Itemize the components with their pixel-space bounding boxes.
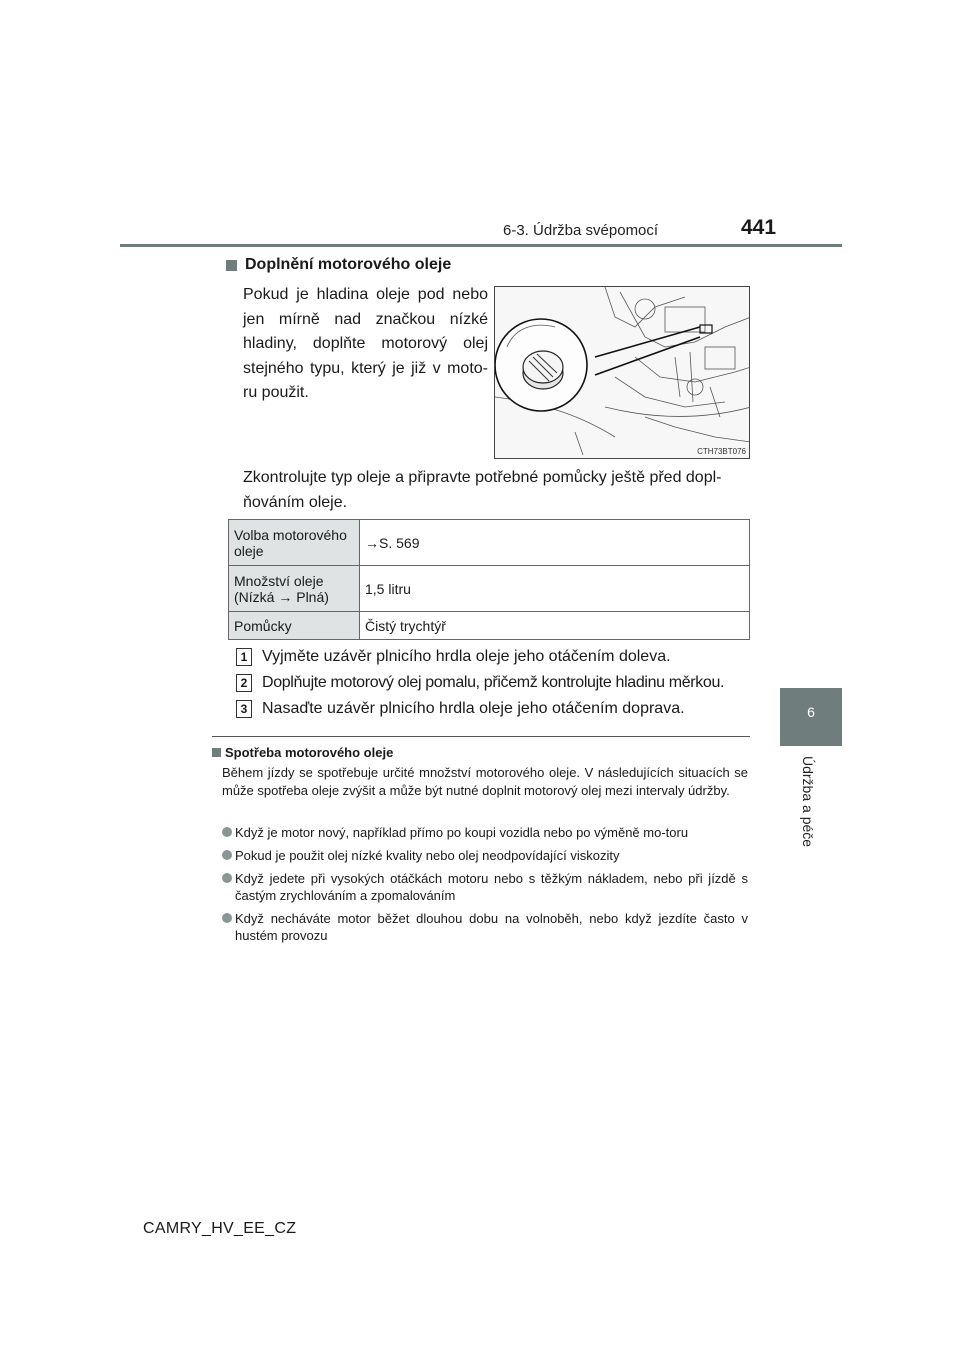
note-heading xyxy=(212,745,393,760)
table-row xyxy=(229,612,750,640)
note-bullet-list xyxy=(222,824,748,950)
table-key-cell: Volba motorového oleje xyxy=(229,520,360,566)
step-number-badge: 3 xyxy=(236,700,252,718)
circle-bullet-icon xyxy=(222,827,232,837)
oil-spec-table xyxy=(228,519,750,640)
step-text: Doplňujte motorový olej pomalu, přičemž kontrolujte hladinu měrkou. xyxy=(262,674,725,691)
step-number-badge: 2 xyxy=(236,674,252,692)
figure-code: CTH73BT076 xyxy=(697,447,746,456)
header-section-title: 6-3. Údržba svépomocí xyxy=(503,222,659,239)
page-number: 441 xyxy=(741,216,777,239)
engine-oil-cap-illustration xyxy=(494,286,750,459)
engine-bay-drawing xyxy=(495,287,750,459)
note-divider xyxy=(212,736,750,737)
document-code: CAMRY_HV_EE_CZ xyxy=(143,1220,297,1237)
step-text: Nasaďte uzávěr plnicího hrdla oleje jeho otáčením doprava. xyxy=(262,700,685,717)
chapter-number: 6 xyxy=(807,704,815,720)
header-divider xyxy=(120,244,842,247)
list-item: Když necháváte motor běžet dlouhou dobu na volnoběh, nebo když jezdíte často v hustém provozu xyxy=(222,910,748,944)
table-key-cell: Pomůcky xyxy=(229,612,360,640)
intro-paragraph: Pokud je hladina oleje pod nebo jen mírně nad značkou nízké hladiny, doplňte motorový olej stejného typu, který je již v moto-ru použit. xyxy=(243,286,488,401)
step-text: Vyjměte uzávěr plnicího hrdla oleje jeho otáčením doleva. xyxy=(262,648,671,665)
table-row xyxy=(229,520,750,566)
table-value-cell: Čistý trychtýř xyxy=(360,612,750,640)
section-heading-text: Doplnění motorového oleje xyxy=(245,256,452,273)
circle-bullet-icon xyxy=(222,850,232,860)
note-heading-text: Spotřeba motorového oleje xyxy=(225,745,394,760)
step-1 xyxy=(236,648,671,666)
chapter-tab xyxy=(780,688,842,746)
circle-bullet-icon xyxy=(222,873,232,883)
circle-bullet-icon xyxy=(222,913,232,923)
chapter-label: Údržba a péče xyxy=(800,756,816,848)
step-2 xyxy=(236,674,724,692)
section-heading xyxy=(226,256,451,274)
square-bullet-icon xyxy=(226,260,237,271)
step-number-badge: 1 xyxy=(236,648,252,666)
table-row xyxy=(229,566,750,612)
list-item: Pokud je použit olej nízké kvality nebo olej neodpovídající viskozity xyxy=(222,847,748,864)
square-bullet-icon xyxy=(212,748,221,757)
table-key-cell: Množství oleje (Nízká → Plná) xyxy=(229,566,360,612)
table-value-cell: →S. 569 xyxy=(360,520,750,566)
check-paragraph: Zkontrolujte typ oleje a připravte potřebné pomůcky ještě před dopl-ňováním oleje. xyxy=(243,469,722,511)
table-value-cell: 1,5 litru xyxy=(360,566,750,612)
list-item: Když je motor nový, například přímo po koupi vozidla nebo po výměně mo-toru xyxy=(222,824,748,841)
step-3 xyxy=(236,700,685,718)
note-paragraph: Během jízdy se spotřebuje určité množství motorového oleje. V následujících situacích se může spotřeba oleje zvýšit a může být nutné doplnit motorový olej mezi intervaly údržby. xyxy=(222,765,748,798)
list-item: Když jedete při vysokých otáčkách motoru nebo s těžkým nákladem, nebo při jízdě s častým zrychlováním a zpomalováním xyxy=(222,870,748,904)
